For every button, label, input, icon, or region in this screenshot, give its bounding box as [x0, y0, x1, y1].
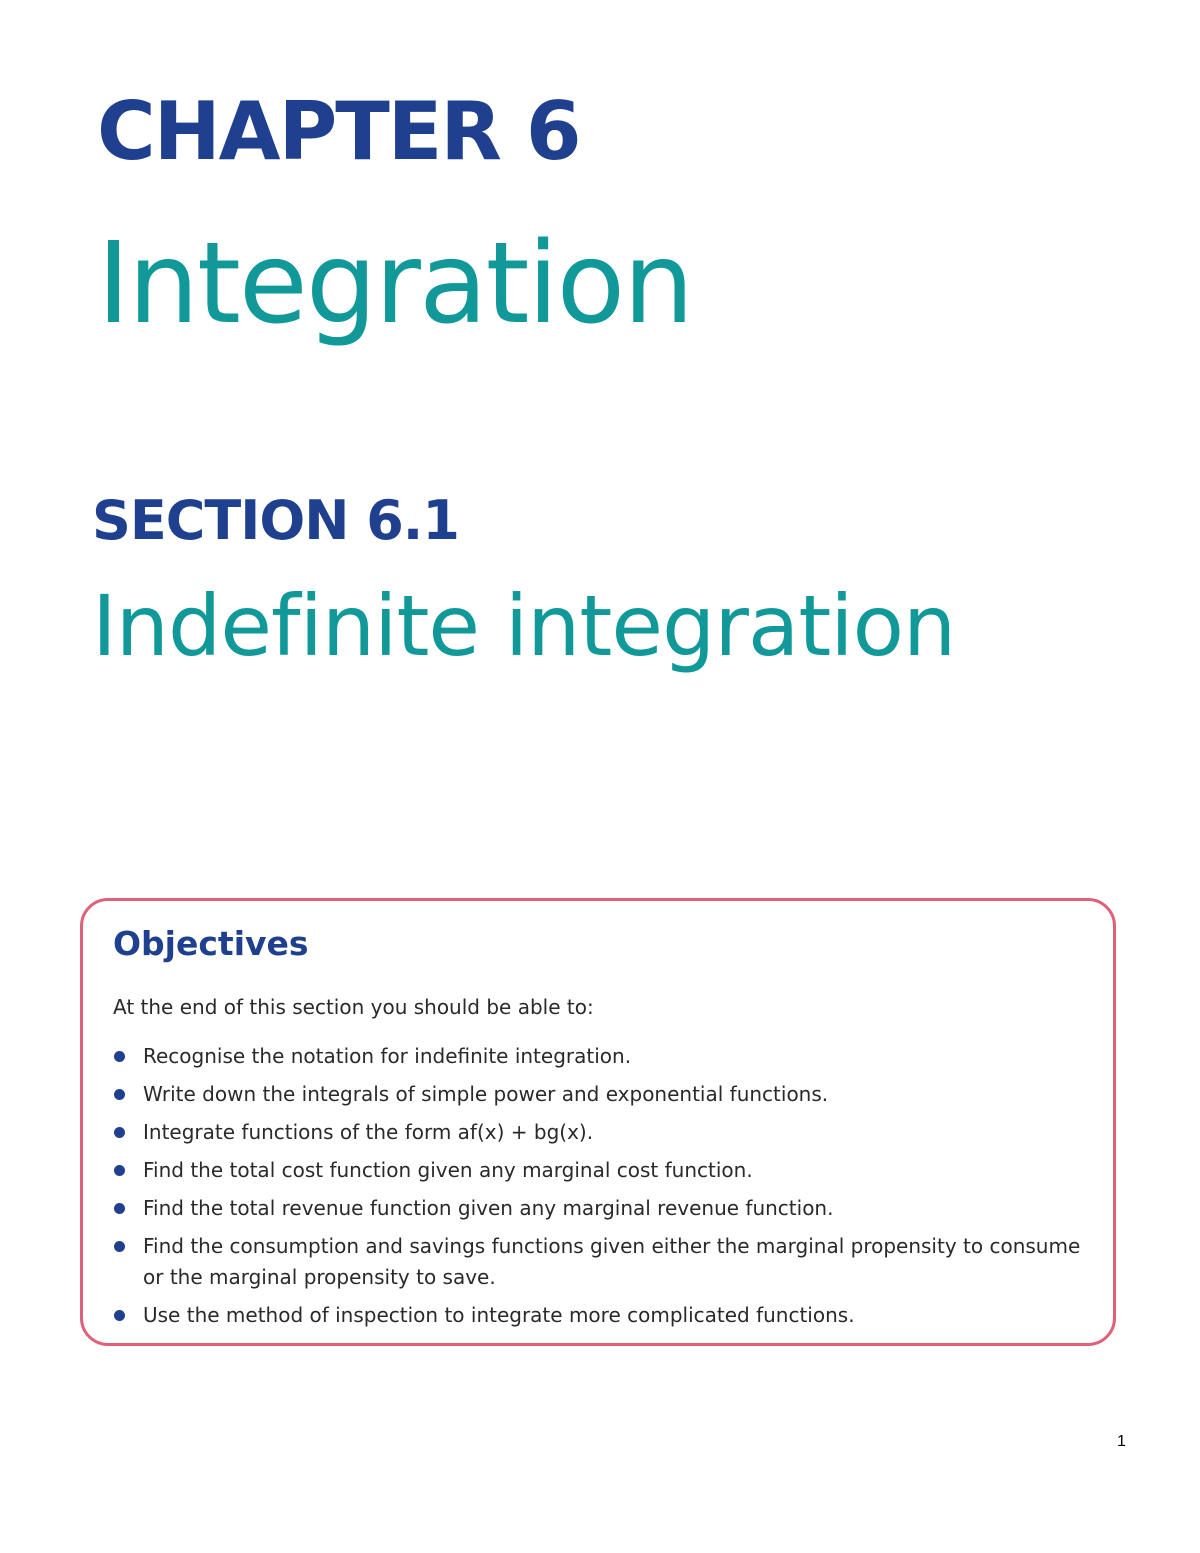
- chapter-label: CHAPTER 6: [97, 85, 580, 178]
- objective-text: Write down the integrals of simple power and exponential functions.: [143, 1082, 829, 1106]
- objective-text: Use the method of inspection to integrate more complicated functions.: [143, 1303, 855, 1327]
- bullet-icon: [114, 1165, 125, 1176]
- objective-item: [113, 1079, 1103, 1110]
- objective-text: Find the total cost function given any marginal cost function.: [143, 1158, 753, 1182]
- objective-text: Find the consumption and savings functions given either the marginal propensity to consume or the marginal propensity to save.: [143, 1234, 1081, 1289]
- objective-text: Integrate functions of the form af(x) + bg(x).: [143, 1120, 594, 1144]
- objective-text: Recognise the notation for indefinite integration.: [143, 1044, 632, 1068]
- section-label: SECTION 6.1: [92, 489, 459, 552]
- bullet-icon: [114, 1089, 125, 1100]
- objective-item: [113, 1193, 1103, 1224]
- objective-item: [113, 1231, 1103, 1293]
- objectives-intro: At the end of this section you should be able to:: [113, 995, 594, 1019]
- objective-item: [113, 1300, 1103, 1331]
- section-title: Indefinite integration: [92, 577, 956, 675]
- bullet-icon: [114, 1203, 125, 1214]
- objective-item: [113, 1155, 1103, 1186]
- bullet-icon: [114, 1127, 125, 1138]
- objectives-heading: Objectives: [113, 924, 309, 963]
- chapter-title: Integration: [97, 219, 693, 349]
- objective-text: Find the total revenue function given any marginal revenue function.: [143, 1196, 834, 1220]
- bullet-icon: [114, 1051, 125, 1062]
- objective-item: [113, 1041, 1103, 1072]
- objective-item: [113, 1117, 1103, 1148]
- objectives-box: [80, 898, 1116, 1346]
- page-number: 1: [1117, 1433, 1126, 1450]
- bullet-icon: [114, 1310, 125, 1321]
- bullet-icon: [114, 1241, 125, 1252]
- objectives-list: [113, 1041, 1103, 1338]
